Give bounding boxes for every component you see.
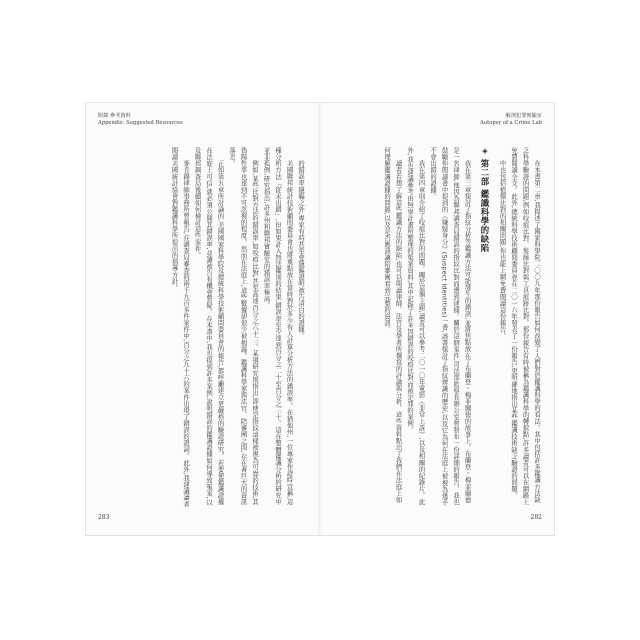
left-body-text <box>98 147 306 507</box>
left-paragraph: 美國聯邦統計技術顧問委員會也將重點放在當時對於多少有人計算分析方法的錯誤率。在猶他州,一位專家作證時宣稱,這種分析方法「從未出錯」,但如果計入無法鑑別的結果,錯誤率至少達到百分之二十至百分之三十。這在整體鑑識分析的研究中並非孤例,研究指出,許多州和聯邦實驗室的錯誤率極高。 <box>262 147 293 506</box>
right-header-chinese: 解剖犯罪實驗室 <box>505 113 542 119</box>
left-header-english: Appendix: Suggested Resources <box>98 120 183 126</box>
right-paragraph: 讀者若想了解這些鑑識方法的缺陷,也可以閱讀律師、法官及學者所撰寫的評論與分析。這些資料點出了我們在法庭上如何理解鑑識證據的問題,以及是否應該讓陪審團看到完整的資訊。 <box>383 147 402 503</box>
left-paragraph: 的錯誤率隱瞞之外,專家有時甚至會隱瞞證明被告清白的證據。 <box>297 159 304 339</box>
right-paragraph: 在本書第二章,我描述了國家科學院二〇〇九年那份報告如何改變了人們對於鑑識科學的看法。其中包括許多鑑識方法缺乏科學驗證的問題,例如咬痕比對、髮絲比對與工具痕跡比對。那份報告有時被稱為鑑識科學的轉捩點,許多讀者可以在網路上免費閱讀全文。此外,總統科學技術顧問委員會在二〇一六年發表了一份報告,更明確地指出某些鑑識技術缺乏驗證的問題。 <box>510 147 540 506</box>
left-page-number: 283 <box>98 514 110 521</box>
left-paragraph: 例如,某些比對方法的錯誤率,如咬痕比對,甚至高達百分之六十三。某項研究則指出,即使是指紋這樣被視為可靠的技術,其偽陽性率也達到不可忽視的程度。然而在法庭上,這些數據卻很少被揭露。鑑識科學家與法官、陪審團之間,存在著巨大的資訊落差。 <box>228 147 258 506</box>
right-paragraph: 我在第四章則介紹了咬痕比對的問題。關於這個主題,讀者可以參考二〇一〇年電影《非常上訴》,以及相關的紀錄片。此外,我也建議參考由無辜計畫所整理的冤案資料,其中記錄了許多因錯誤的咬痕比對而被定罪的案例。 <box>406 147 425 505</box>
right-page-number: 282 <box>530 514 542 521</box>
book-spread <box>86 103 554 535</box>
left-page <box>86 103 318 535</box>
right-page <box>322 103 554 535</box>
right-paragraph: 中也包括植彈比對的相關問題,你也能上網免費閱讀這份報告。 <box>498 159 506 339</box>
right-header-english: Autopsy of a Crime Lab <box>480 120 542 126</box>
left-paragraph: 麥肯錫律師事務所曾報告,在調查局審查的兩千九百多件案件中,百分之九十六的案件出現了錯誤的證詞。此外,我建議讀者閱讀美國統計協會對鑑識科學所提出的指導方針。 <box>170 147 189 507</box>
right-running-header <box>480 113 542 127</box>
right-paragraph: 我在第三章探討了指紋分析等鑑識方法可能發生的錯誤,並將焦點放在了布蘭登・梅菲爾德的故事上。布蘭登・梅菲爾德是一名律師,他因為聯邦調查局錯誤的指紋比對而遭到逮捕。關於這個案件,司法部監察長辦公室曾發布一份詳細的報告。我也鼓勵你閱讀書中提到的《嫌疑身分》(Suspect Identities)一書,該書探討了指紋辨識的歷史,以及它為何在法庭上被視為幾乎不會出錯的證據。 <box>429 147 471 506</box>
left-running-header <box>98 113 183 127</box>
section-heading <box>479 147 491 507</box>
section-heading-text: 第二部 鑑識科學的缺陷 <box>480 159 490 253</box>
diamond-bullet-icon: ◈ <box>481 147 489 156</box>
left-paragraph: 正如第五章所討論的,美國國家科學院及總統科學技術顧問委員會的報告,都呼籲建立更嚴格的驗證研究。若要使鑑識證據在法庭上可信,就必須公開其錯誤率,並讓被告有機會質疑。在本書中,我也提到許多案例,說明錯誤的鑑識證據如何導致冤案,以及聯邦調查局後續如何檢討這些案件。 <box>193 147 224 506</box>
left-header-chinese: 附錄 參考資料 <box>98 113 131 119</box>
right-body-text <box>334 147 542 507</box>
